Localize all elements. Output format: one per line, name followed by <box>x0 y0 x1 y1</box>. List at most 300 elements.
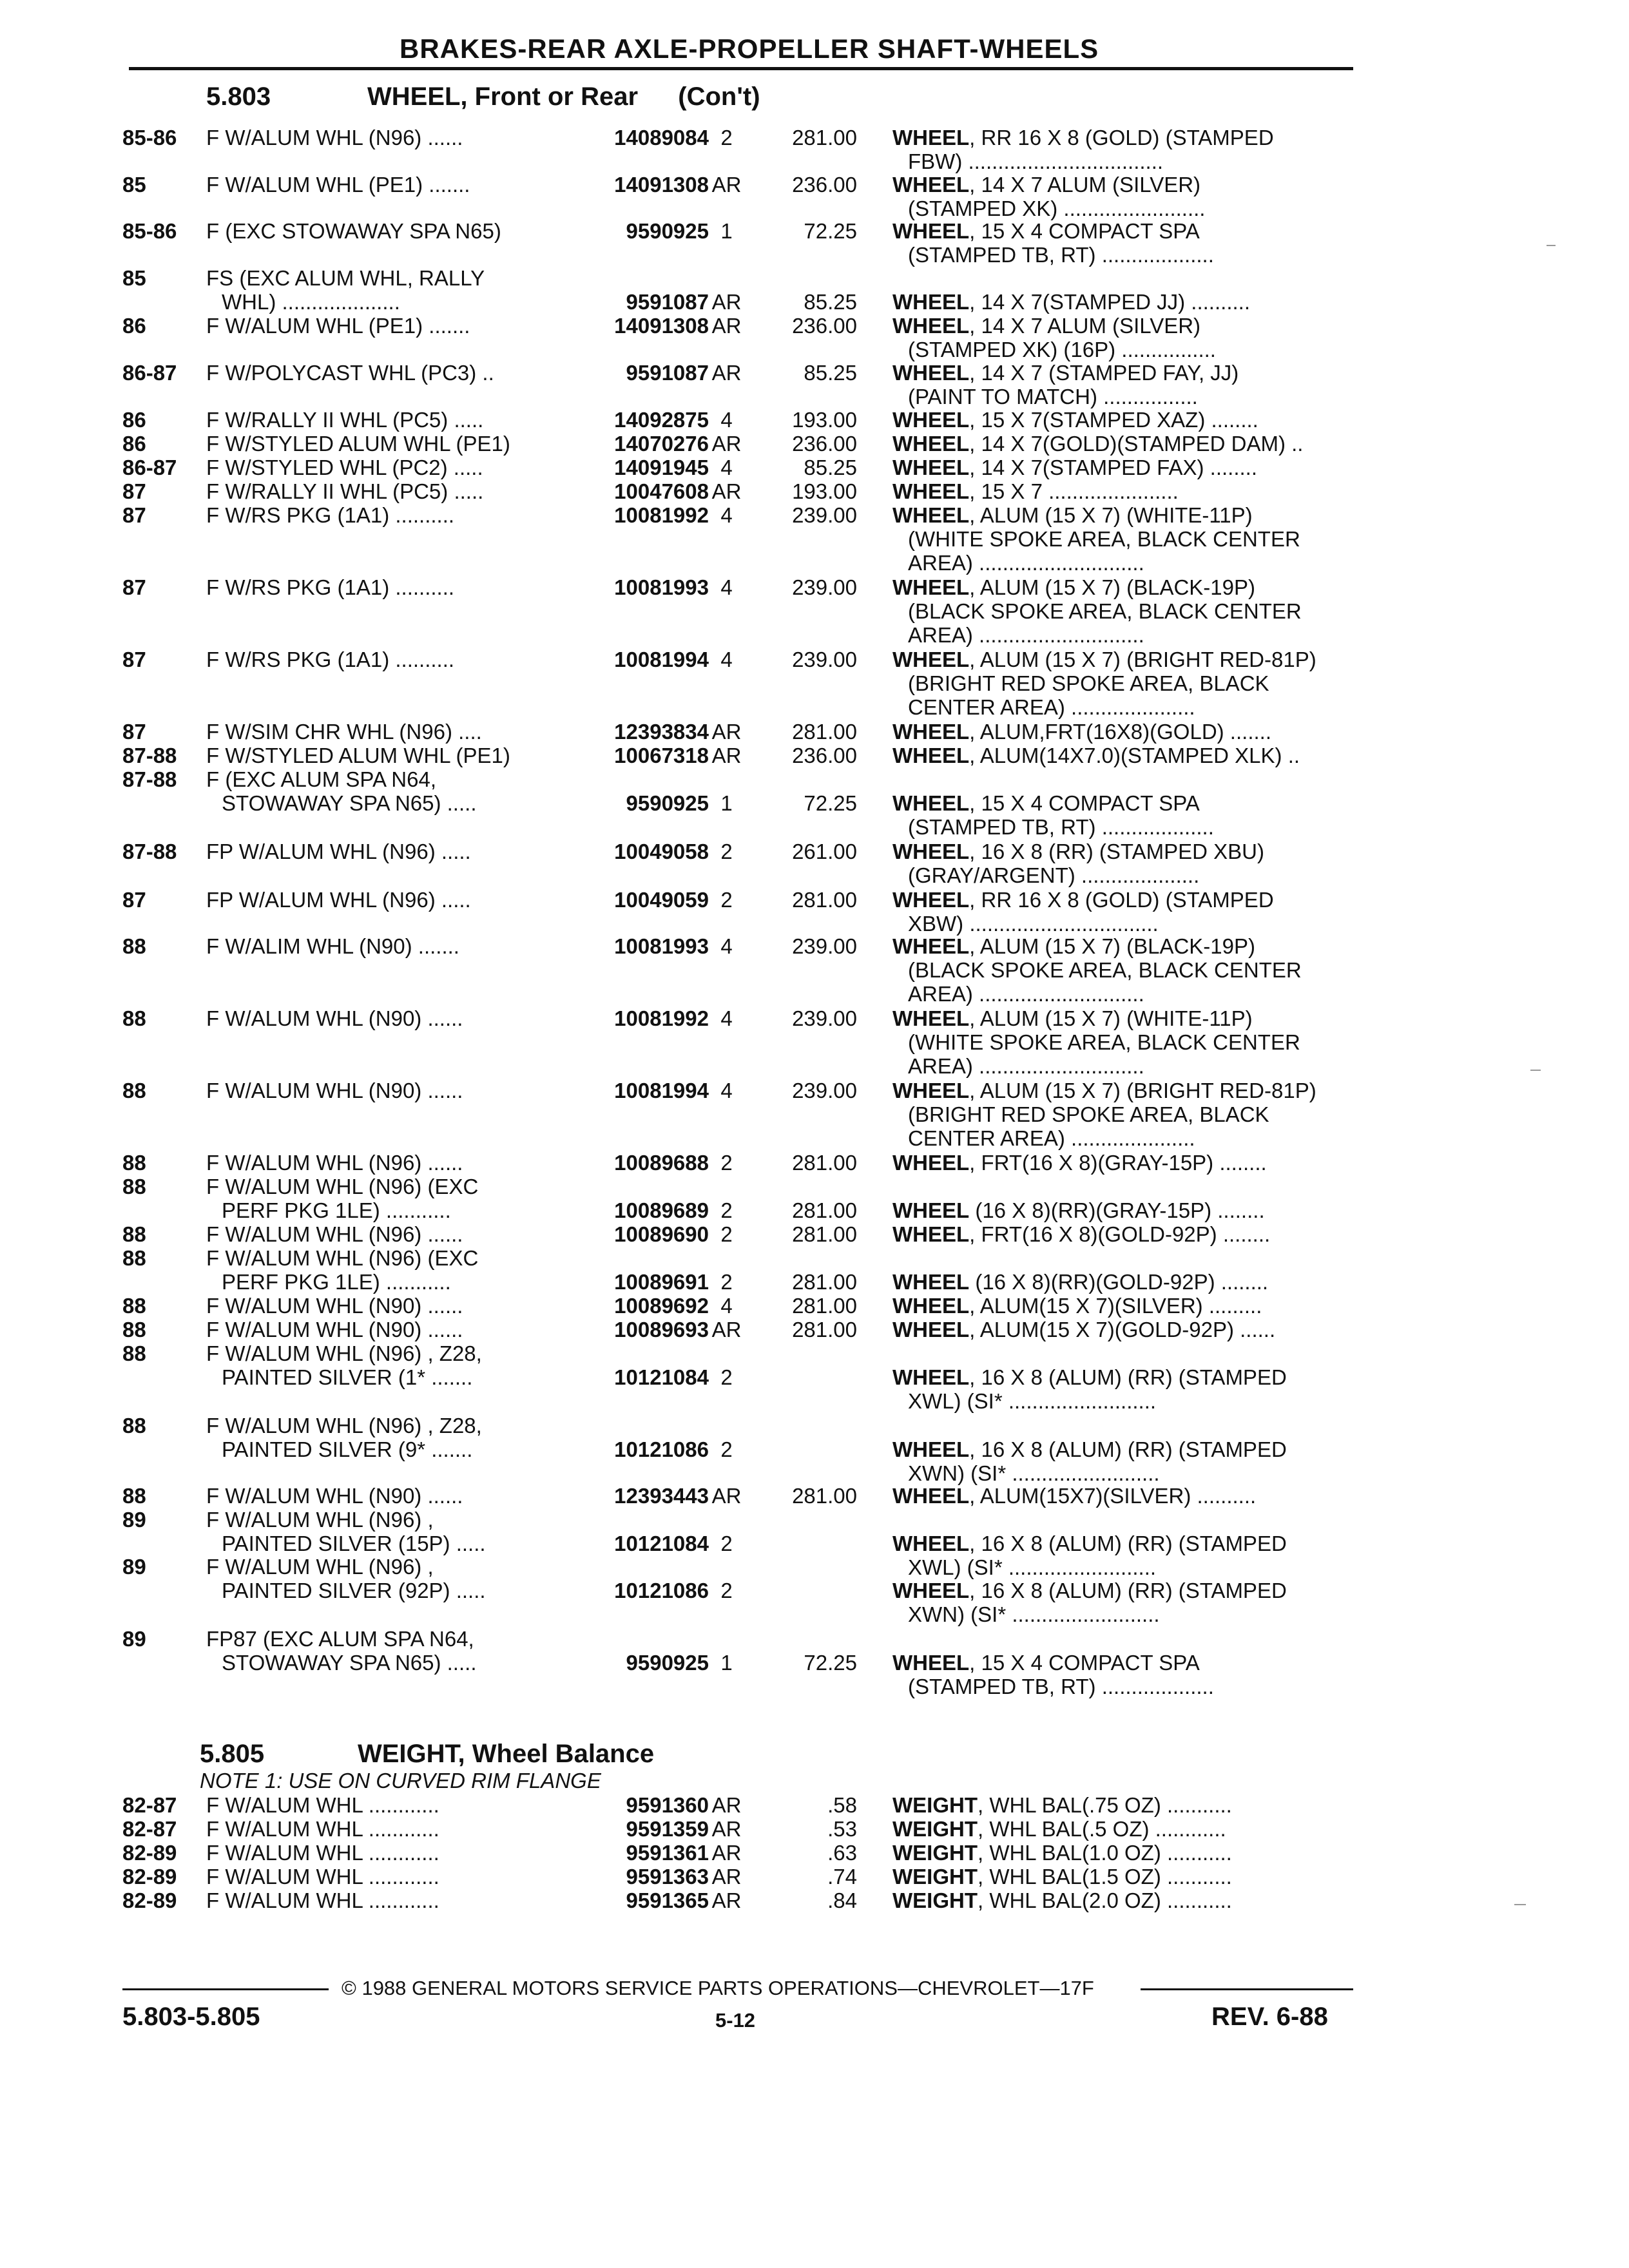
part-name <box>892 744 1360 767</box>
part-name-line: WHEEL, 14 X 7(STAMPED JJ) .......... <box>892 290 1250 314</box>
part-name-line: (BLACK SPOKE AREA, BLACK CENTER <box>908 958 1302 982</box>
part-name <box>892 1341 1360 1413</box>
usage-line: F W/ALUM WHL (PE1) ....... <box>206 173 470 197</box>
part-name <box>892 1888 1360 1912</box>
part-name <box>892 1151 1360 1175</box>
part-name <box>892 173 1360 220</box>
part-number: 9591360 <box>626 1793 709 1817</box>
part-number: 10067318 <box>614 744 709 767</box>
part-name <box>892 1294 1360 1318</box>
usage-line: F W/ALUM WHL ............ <box>206 1865 439 1888</box>
price: 239.00 <box>792 934 857 958</box>
model-year: 87 <box>122 575 146 599</box>
scan-speck <box>1530 1070 1541 1071</box>
part-name-line: CENTER AREA) ..................... <box>908 1126 1195 1150</box>
usage-line: F W/ALIM WHL (N90) ....... <box>206 934 459 958</box>
model-year: 87 <box>122 648 146 671</box>
part-name-line: WEIGHT, WHL BAL(.75 OZ) ........... <box>892 1793 1232 1817</box>
part-name-line: WHEEL, ALUM(15 X 7)(GOLD-92P) ...... <box>892 1318 1276 1341</box>
scan-speck <box>1547 245 1556 246</box>
part-name <box>892 1627 1360 1698</box>
part-name <box>892 219 1360 267</box>
part-number: 10081993 <box>614 934 709 958</box>
part-name-line: WHEEL, ALUM(15X7)(SILVER) .......... <box>892 1484 1257 1508</box>
usage-line: F W/ALUM WHL (N96) (EXC <box>206 1175 479 1198</box>
quantity: 2 <box>720 126 733 149</box>
quantity: 2 <box>720 1198 733 1222</box>
usage-line: PAINTED SILVER (1* ....... <box>222 1365 473 1389</box>
part-name-line <box>892 1627 1360 1651</box>
usage-line: FP W/ALUM WHL (N96) ..... <box>206 888 471 912</box>
part-number: 10121084 <box>614 1365 709 1389</box>
usage-line: F W/STYLED ALUM WHL (PE1) <box>206 744 510 767</box>
section-heading-5803 <box>206 82 760 111</box>
section-number: 5.805 <box>200 1740 265 1768</box>
footer-rule-left <box>122 1988 329 1990</box>
quantity: AR <box>711 290 742 314</box>
quantity: AR <box>711 1793 742 1817</box>
usage-line: F W/RS PKG (1A1) .......... <box>206 575 455 599</box>
usage-line: F W/ALUM WHL (PE1) ....... <box>206 314 470 338</box>
part-number: 14070276 <box>614 432 709 456</box>
part-name <box>892 1079 1360 1150</box>
model-year: 87 <box>122 503 146 527</box>
part-name-line: (WHITE SPOKE AREA, BLACK CENTER <box>908 527 1300 551</box>
part-number: 10081993 <box>614 575 709 599</box>
part-number: 10121086 <box>614 1437 709 1461</box>
part-name-line: WHEEL, 16 X 8 (ALUM) (RR) (STAMPED <box>892 1437 1287 1461</box>
price: .74 <box>827 1865 857 1888</box>
quantity: AR <box>711 1318 742 1341</box>
usage-line: F W/ALUM WHL (N96) ...... <box>206 1151 463 1175</box>
usage-line: FP87 (EXC ALUM SPA N64, <box>206 1627 474 1651</box>
part-name <box>892 1318 1360 1341</box>
usage-line: F W/ALUM WHL (N90) ...... <box>206 1484 463 1508</box>
quantity: AR <box>711 1484 742 1508</box>
part-name-line: WHEEL, 14 X 7 ALUM (SILVER) <box>892 314 1201 338</box>
quantity: AR <box>711 1865 742 1888</box>
part-name-line: (STAMPED XK) (16P) ................ <box>908 338 1216 361</box>
model-year: 88 <box>122 1294 146 1318</box>
usage-line: STOWAWAY SPA N65) ..... <box>222 1651 477 1675</box>
part-name-line: WHEEL, 14 X 7 ALUM (SILVER) <box>892 173 1201 197</box>
quantity: AR <box>711 432 742 456</box>
part-number: 10081992 <box>614 503 709 527</box>
price: .63 <box>827 1841 857 1865</box>
part-name <box>892 648 1360 719</box>
part-name-line: (STAMPED TB, RT) ................... <box>908 243 1214 267</box>
part-name <box>892 720 1360 744</box>
part-name <box>892 1175 1360 1222</box>
part-number: 10047608 <box>614 479 709 503</box>
part-name-line: (PAINT TO MATCH) ................ <box>908 385 1198 408</box>
price: 85.25 <box>804 456 857 479</box>
part-name-line: WHEEL, ALUM (15 X 7) (BLACK-19P) <box>892 575 1255 599</box>
part-name-line: XWL) (SI* ......................... <box>908 1389 1157 1413</box>
price: 281.00 <box>792 1294 857 1318</box>
part-number: 9590925 <box>626 1651 709 1675</box>
part-number: 9591365 <box>626 1888 709 1912</box>
part-name-line: WEIGHT, WHL BAL(1.0 OZ) ........... <box>892 1841 1232 1865</box>
part-name-line: WHEEL, 14 X 7 (STAMPED FAY, JJ) <box>892 361 1239 385</box>
usage-line: F W/ALUM WHL (N96) , <box>206 1508 434 1532</box>
part-number: 14089084 <box>614 126 709 149</box>
footer-section-range: 5.803-5.805 <box>122 2003 260 2031</box>
model-year: 86 <box>122 314 146 338</box>
price: .84 <box>827 1888 857 1912</box>
price: .53 <box>827 1817 857 1841</box>
part-name-line: XBW) ................................ <box>908 912 1159 936</box>
part-name-line: FBW) ................................. <box>908 149 1164 173</box>
quantity: 4 <box>720 1006 733 1030</box>
quantity: AR <box>711 314 742 338</box>
part-name <box>892 888 1360 936</box>
part-number: 10049058 <box>614 840 709 863</box>
part-name <box>892 1006 1360 1078</box>
model-year: 82-89 <box>122 1865 177 1888</box>
section-heading-5805 <box>200 1740 654 1769</box>
price: 239.00 <box>792 1006 857 1030</box>
part-name-line: (STAMPED TB, RT) ................... <box>908 815 1214 839</box>
part-number: 10089690 <box>614 1222 709 1246</box>
price: 236.00 <box>792 744 857 767</box>
usage-line: FS (EXC ALUM WHL, RALLY <box>206 266 485 290</box>
part-name <box>892 408 1360 432</box>
quantity: 2 <box>720 840 733 863</box>
part-name <box>892 361 1360 408</box>
usage-line: F W/ALUM WHL (N96) , <box>206 1555 434 1579</box>
usage-line: F W/ALUM WHL ............ <box>206 1793 439 1817</box>
price: 236.00 <box>792 432 857 456</box>
price: 239.00 <box>792 503 857 527</box>
part-number: 12393834 <box>614 720 709 744</box>
scan-speck <box>1514 1904 1526 1905</box>
part-number: 10081992 <box>614 1006 709 1030</box>
model-year: 85-86 <box>122 219 177 243</box>
price: 281.00 <box>792 1198 857 1222</box>
part-name <box>892 1246 1360 1294</box>
model-year: 85 <box>122 266 146 290</box>
model-year: 88 <box>122 1006 146 1030</box>
model-year: 86-87 <box>122 361 177 385</box>
part-name <box>892 840 1360 887</box>
part-name-line: (STAMPED TB, RT) ................... <box>908 1675 1214 1698</box>
quantity: 4 <box>720 648 733 671</box>
part-name-line <box>892 1341 1360 1365</box>
part-name-line: WHEEL, ALUM (15 X 7) (WHITE-11P) <box>892 503 1253 527</box>
part-name-line: XWN) (SI* ......................... <box>908 1602 1160 1626</box>
usage-line: F W/ALUM WHL (N90) ...... <box>206 1079 463 1102</box>
quantity: 2 <box>720 1437 733 1461</box>
price: 281.00 <box>792 126 857 149</box>
model-year: 89 <box>122 1627 146 1651</box>
part-name-line: WHEEL (16 X 8)(RR)(GRAY-15P) ........ <box>892 1198 1265 1222</box>
price: 281.00 <box>792 1318 857 1341</box>
part-name <box>892 126 1360 173</box>
price: 72.25 <box>804 1651 857 1675</box>
usage-line: F W/POLYCAST WHL (PC3) .. <box>206 361 494 385</box>
price: 281.00 <box>792 1484 857 1508</box>
quantity: 2 <box>720 1365 733 1389</box>
section-title: WHEEL, Front or Rear <box>367 82 639 111</box>
part-name <box>892 767 1360 839</box>
part-name-line: WHEEL, FRT(16 X 8)(GRAY-15P) ........ <box>892 1151 1267 1175</box>
part-number: 14092875 <box>614 408 709 432</box>
price: 239.00 <box>792 648 857 671</box>
usage-line: F W/RS PKG (1A1) .......... <box>206 503 455 527</box>
part-number: 9591361 <box>626 1841 709 1865</box>
page-header-title: BRAKES-REAR AXLE-PROPELLER SHAFT-WHEELS <box>400 34 1099 64</box>
usage-line: F W/ALUM WHL (N96) (EXC <box>206 1246 479 1270</box>
model-year: 82-87 <box>122 1817 177 1841</box>
usage-line: PERF PKG 1LE) ........... <box>222 1198 451 1222</box>
quantity: AR <box>711 1841 742 1865</box>
part-number: 14091308 <box>614 314 709 338</box>
quantity: AR <box>711 744 742 767</box>
usage-line: F W/ALUM WHL (N90) ...... <box>206 1294 463 1318</box>
part-name-line: WHEEL, 16 X 8 (ALUM) (RR) (STAMPED <box>892 1532 1287 1555</box>
part-name-line: WHEEL, RR 16 X 8 (GOLD) (STAMPED <box>892 126 1274 149</box>
usage-line: PERF PKG 1LE) ........... <box>222 1270 451 1294</box>
part-name <box>892 1793 1360 1817</box>
model-year: 86 <box>122 432 146 456</box>
model-year: 85 <box>122 173 146 197</box>
price: .58 <box>827 1793 857 1817</box>
quantity: 4 <box>720 503 733 527</box>
quantity: 2 <box>720 1222 733 1246</box>
part-number: 9591363 <box>626 1865 709 1888</box>
part-number: 9591087 <box>626 361 709 385</box>
part-name-line: CENTER AREA) ..................... <box>908 695 1195 719</box>
quantity: 2 <box>720 1270 733 1294</box>
model-year: 82-87 <box>122 1793 177 1817</box>
part-name-line: WHEEL, 15 X 4 COMPACT SPA <box>892 1651 1200 1675</box>
part-name-line: WHEEL, 16 X 8 (ALUM) (RR) (STAMPED <box>892 1579 1287 1602</box>
part-name-line: XWL) (SI* ......................... <box>908 1555 1157 1579</box>
part-name <box>892 266 1360 314</box>
price: 72.25 <box>804 791 857 815</box>
model-year: 88 <box>122 1341 146 1365</box>
part-name-line: (STAMPED XK) ........................ <box>908 197 1206 220</box>
price: 236.00 <box>792 314 857 338</box>
part-name-line: (BLACK SPOKE AREA, BLACK CENTER <box>908 599 1302 623</box>
part-number: 10081994 <box>614 648 709 671</box>
part-name <box>892 479 1360 503</box>
part-name <box>892 1222 1360 1246</box>
part-name <box>892 934 1360 1006</box>
quantity: 4 <box>720 1294 733 1318</box>
usage-line: F W/SIM CHR WHL (N96) .... <box>206 720 482 744</box>
part-number: 10089693 <box>614 1318 709 1341</box>
quantity: AR <box>711 361 742 385</box>
quantity: 1 <box>720 791 733 815</box>
model-year: 86 <box>122 408 146 432</box>
price: 281.00 <box>792 1151 857 1175</box>
part-number: 10089688 <box>614 1151 709 1175</box>
part-name-line: WHEEL, RR 16 X 8 (GOLD) (STAMPED <box>892 888 1274 912</box>
price: 281.00 <box>792 888 857 912</box>
price: 85.25 <box>804 290 857 314</box>
model-year: 87 <box>122 888 146 912</box>
part-name-line: WEIGHT, WHL BAL(1.5 OZ) ........... <box>892 1865 1232 1888</box>
price: 261.00 <box>792 840 857 863</box>
model-year: 88 <box>122 1151 146 1175</box>
part-number: 9590925 <box>626 791 709 815</box>
section-number: 5.803 <box>206 82 271 111</box>
part-name <box>892 1484 1360 1508</box>
part-name-line: WHEEL, 14 X 7(STAMPED FAX) ........ <box>892 456 1258 479</box>
part-name <box>892 456 1360 479</box>
part-name-line: (GRAY/ARGENT) .................... <box>908 863 1200 887</box>
part-name <box>892 1555 1360 1626</box>
model-year: 88 <box>122 1246 146 1270</box>
part-name <box>892 503 1360 575</box>
part-number: 14091945 <box>614 456 709 479</box>
model-year: 89 <box>122 1555 146 1579</box>
part-name-line: WHEEL, ALUM (15 X 7) (WHITE-11P) <box>892 1006 1253 1030</box>
part-name-line <box>892 1555 1360 1579</box>
model-year: 87 <box>122 720 146 744</box>
part-number: 10089689 <box>614 1198 709 1222</box>
part-name-line: WHEEL, ALUM(15 X 7)(SILVER) ......... <box>892 1294 1262 1318</box>
price: 193.00 <box>792 479 857 503</box>
part-name-line: AREA) ............................ <box>908 982 1144 1006</box>
model-year: 88 <box>122 1318 146 1341</box>
price: 85.25 <box>804 361 857 385</box>
part-number: 10089692 <box>614 1294 709 1318</box>
part-name <box>892 1414 1360 1485</box>
part-number: 10121084 <box>614 1532 709 1555</box>
price: 72.25 <box>804 219 857 243</box>
price: 193.00 <box>792 408 857 432</box>
part-name-line: WEIGHT, WHL BAL(.5 OZ) ............ <box>892 1817 1226 1841</box>
part-number: 9590925 <box>626 219 709 243</box>
model-year: 88 <box>122 1484 146 1508</box>
quantity: 4 <box>720 1079 733 1102</box>
part-number: 10089691 <box>614 1270 709 1294</box>
quantity: 2 <box>720 1151 733 1175</box>
usage-line: F W/ALUM WHL (N96) ...... <box>206 1222 463 1246</box>
part-name-line: XWN) (SI* ......................... <box>908 1461 1160 1485</box>
part-name-line <box>892 266 1360 290</box>
model-year: 88 <box>122 934 146 958</box>
usage-line: FP W/ALUM WHL (N96) ..... <box>206 840 471 863</box>
part-name-line: AREA) ............................ <box>908 1054 1144 1078</box>
model-year: 85-86 <box>122 126 177 149</box>
model-year: 82-89 <box>122 1841 177 1865</box>
part-name-line: AREA) ............................ <box>908 551 1144 575</box>
section-note: NOTE 1: USE ON CURVED RIM FLANGE <box>200 1769 601 1792</box>
usage-line: F W/RALLY II WHL (PC5) ..... <box>206 408 484 432</box>
part-name <box>892 1865 1360 1888</box>
part-name-line: WHEEL (16 X 8)(RR)(GOLD-92P) ........ <box>892 1270 1269 1294</box>
usage-line: F (EXC STOWAWAY SPA N65) <box>206 219 501 243</box>
model-year: 87-88 <box>122 840 177 863</box>
quantity: AR <box>711 1817 742 1841</box>
part-name-line: WHEEL, ALUM (15 X 7) (BLACK-19P) <box>892 934 1255 958</box>
header-rule <box>129 67 1353 70</box>
usage-line: F W/ALUM WHL (N90) ...... <box>206 1006 463 1030</box>
usage-line: F W/ALUM WHL ............ <box>206 1888 439 1912</box>
part-name <box>892 575 1360 647</box>
part-name <box>892 1817 1360 1841</box>
quantity: 2 <box>720 888 733 912</box>
part-name-line: WHEEL, ALUM (15 X 7) (BRIGHT RED-81P) <box>892 1079 1316 1102</box>
quantity: 4 <box>720 575 733 599</box>
usage-line: F (EXC ALUM SPA N64, <box>206 767 437 791</box>
usage-line: F W/RALLY II WHL (PC5) ..... <box>206 479 484 503</box>
model-year: 87-88 <box>122 767 177 791</box>
part-name <box>892 432 1360 456</box>
model-year: 86-87 <box>122 456 177 479</box>
part-number: 10081994 <box>614 1079 709 1102</box>
part-number: 9591087 <box>626 290 709 314</box>
part-name-line: (WHITE SPOKE AREA, BLACK CENTER <box>908 1030 1300 1054</box>
usage-line: F W/ALUM WHL (N96) , Z28, <box>206 1341 482 1365</box>
model-year: 89 <box>122 1508 146 1532</box>
usage-line: F W/ALUM WHL (N96) , Z28, <box>206 1414 482 1437</box>
section-title: WEIGHT, Wheel Balance <box>358 1740 655 1768</box>
usage-line: STOWAWAY SPA N65) ..... <box>222 791 477 815</box>
quantity: AR <box>711 720 742 744</box>
usage-line: PAINTED SILVER (9* ....... <box>222 1437 473 1461</box>
quantity: AR <box>711 1888 742 1912</box>
part-name-line: (BRIGHT RED SPOKE AREA, BLACK <box>908 671 1269 695</box>
part-number: 12393443 <box>614 1484 709 1508</box>
footer-page-number: 5-12 <box>715 2009 756 2032</box>
usage-line: WHL) .................... <box>222 290 400 314</box>
model-year: 88 <box>122 1414 146 1437</box>
price: 281.00 <box>792 720 857 744</box>
part-name-line: WEIGHT, WHL BAL(2.0 OZ) ........... <box>892 1888 1232 1912</box>
usage-line: F W/ALUM WHL (N96) ...... <box>206 126 463 149</box>
price: 236.00 <box>792 173 857 197</box>
part-name-line: WHEEL, FRT(16 X 8)(GOLD-92P) ........ <box>892 1222 1271 1246</box>
quantity: 4 <box>720 456 733 479</box>
part-name-line: WHEEL, 15 X 7(STAMPED XAZ) ........ <box>892 408 1258 432</box>
footer-rule-right <box>1141 1988 1353 1990</box>
quantity: AR <box>711 173 742 197</box>
part-name-line <box>892 1414 1360 1437</box>
quantity: 4 <box>720 408 733 432</box>
part-name-line <box>892 1175 1360 1198</box>
part-name-line: WHEEL, 14 X 7(GOLD)(STAMPED DAM) .. <box>892 432 1304 456</box>
part-number: 10121086 <box>614 1579 709 1602</box>
part-name <box>892 1841 1360 1865</box>
usage-line: F W/ALUM WHL ............ <box>206 1841 439 1865</box>
model-year: 87-88 <box>122 744 177 767</box>
model-year: 82-89 <box>122 1888 177 1912</box>
usage-line: F W/ALUM WHL (N90) ...... <box>206 1318 463 1341</box>
part-name-line: WHEEL, 16 X 8 (ALUM) (RR) (STAMPED <box>892 1365 1287 1389</box>
price: 239.00 <box>792 1079 857 1102</box>
price: 281.00 <box>792 1222 857 1246</box>
part-name-line <box>892 1508 1360 1532</box>
part-name-line: WHEEL, 15 X 4 COMPACT SPA <box>892 219 1200 243</box>
quantity: 2 <box>720 1579 733 1602</box>
usage-line: PAINTED SILVER (15P) ..... <box>222 1532 486 1555</box>
footer-copyright: © 1988 GENERAL MOTORS SERVICE PARTS OPERATIONS—CHEVROLET—17F <box>342 1977 1094 1999</box>
usage-line: F W/RS PKG (1A1) .......... <box>206 648 455 671</box>
part-name-line: WHEEL, ALUM (15 X 7) (BRIGHT RED-81P) <box>892 648 1316 671</box>
footer-revision: REV. 6-88 <box>1211 2003 1328 2031</box>
quantity: 4 <box>720 934 733 958</box>
part-name-line <box>892 1246 1360 1270</box>
section-cont-label: (Con't) <box>678 82 760 111</box>
part-number: 9591359 <box>626 1817 709 1841</box>
quantity: AR <box>711 479 742 503</box>
part-name-line: (BRIGHT RED SPOKE AREA, BLACK <box>908 1102 1269 1126</box>
